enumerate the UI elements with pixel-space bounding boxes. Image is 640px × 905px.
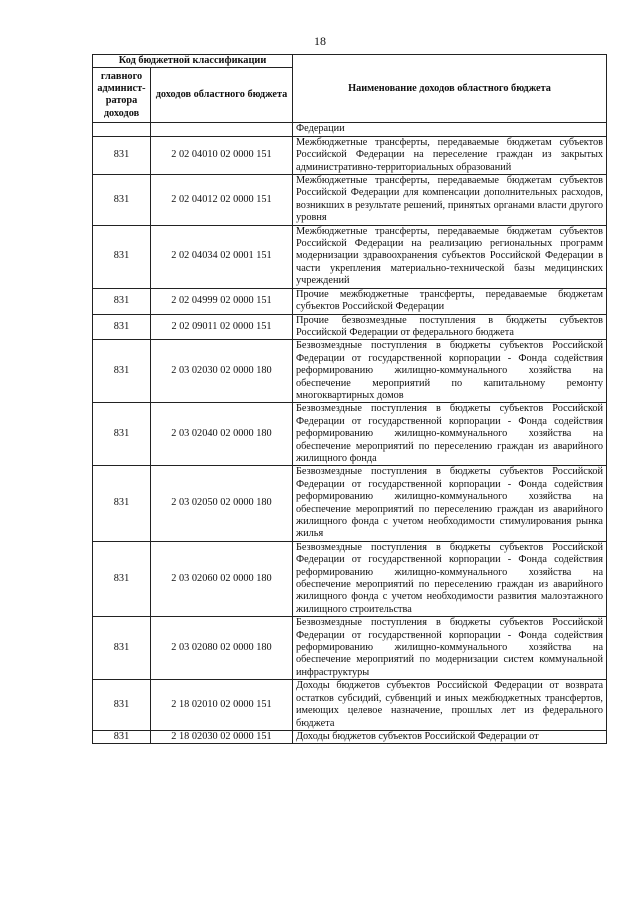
admin-code-cell: 831 xyxy=(93,340,151,403)
revenue-code-cell: 2 03 02050 02 0000 180 xyxy=(151,466,293,541)
admin-code-cell: 831 xyxy=(93,466,151,541)
admin-code-cell: 831 xyxy=(93,314,151,340)
continuation-row xyxy=(93,123,607,136)
table-row xyxy=(93,617,607,680)
revenue-code-cell: 2 02 04010 02 0000 151 xyxy=(151,136,293,174)
admin-code-cell: 831 xyxy=(93,617,151,680)
admin-code-cell: 831 xyxy=(93,175,151,226)
revenue-code-cell: 2 02 09011 02 0000 151 xyxy=(151,314,293,340)
continuation-text: Федерации xyxy=(293,123,607,136)
admin-code-cell: 831 xyxy=(93,136,151,174)
revenue-name-cell: Безвозмездные поступления в бюджеты субъектов Российской Федерации от государственной корпорации - Фонда содействия реформированию жилищно-коммунального хозяйства на обеспечение мероприятий по модернизации систем коммунальной инфраструктуры xyxy=(293,617,607,680)
header-classification-code: Код бюджетной классификации xyxy=(93,55,293,68)
table-row xyxy=(93,136,607,174)
revenue-name-cell: Прочие безвозмездные поступления в бюджеты субъектов Российской Федерации от федерального бюджета xyxy=(293,314,607,340)
revenue-name-cell: Межбюджетные трансферты, передаваемые бюджетам субъектов Российской Федерации на реализацию региональных программ модернизации здравоохранения субъектов Российской Федерации в части укрепления материально-технической базы медицинских учреждений xyxy=(293,225,607,288)
revenue-name-cell: Доходы бюджетов субъектов Российской Федерации от возврата остатков субсидий, субвенций и иных межбюджетных трансфертов, имеющих целевое назначение, прошлых лет из федерального бюджета xyxy=(293,680,607,731)
table-row xyxy=(93,288,607,314)
revenue-name-cell: Доходы бюджетов субъектов Российской Федерации от xyxy=(293,730,607,743)
table-row xyxy=(93,730,607,743)
revenue-code-cell: 2 02 04034 02 0001 151 xyxy=(151,225,293,288)
header-revenue-code: доходов областного бюджета xyxy=(151,68,293,123)
admin-code-cell: 831 xyxy=(93,541,151,616)
revenue-code-cell: 2 02 04999 02 0000 151 xyxy=(151,288,293,314)
revenue-code-cell: 2 18 02030 02 0000 151 xyxy=(151,730,293,743)
table-row xyxy=(93,175,607,226)
table-row xyxy=(93,680,607,731)
table-row xyxy=(93,225,607,288)
revenue-code-cell: 2 02 04012 02 0000 151 xyxy=(151,175,293,226)
revenue-code-cell: 2 03 02040 02 0000 180 xyxy=(151,403,293,466)
table-row xyxy=(93,403,607,466)
revenue-name-cell: Межбюджетные трансферты, передаваемые бюджетам субъектов Российской Федерации на переселение граждан из закрытых административно-территориальных образований xyxy=(293,136,607,174)
revenue-code-cell: 2 03 02030 02 0000 180 xyxy=(151,340,293,403)
revenue-name-cell: Прочие межбюджетные трансферты, передаваемые бюджетам субъектов Российской Федерации xyxy=(293,288,607,314)
revenue-name-cell: Межбюджетные трансферты, передаваемые бюджетам субъектов Российской Федерации для компенсации дополнительных расходов, возникших в результате решений, принятых органами власти другого уровня xyxy=(293,175,607,226)
admin-code-cell: 831 xyxy=(93,730,151,743)
revenue-name-cell: Безвозмездные поступления в бюджеты субъектов Российской Федерации от государственной корпорации - Фонда содействия реформированию жилищно-коммунального хозяйства на обеспечение мероприятий по капитальному ремонту многоквартирных домов xyxy=(293,340,607,403)
revenue-name-cell: Безвозмездные поступления в бюджеты субъектов Российской Федерации от государственной корпорации - Фонда содействия реформированию жилищно-коммунального хозяйства на обеспечение мероприятий по переселению граждан из аварийного жилищного фонда с учетом необходимости развития малоэтажного жилищного строительства xyxy=(293,541,607,616)
table-row xyxy=(93,340,607,403)
header-chief-administrator: главного админист-ратора доходов xyxy=(93,68,151,123)
admin-code-cell: 831 xyxy=(93,225,151,288)
header-revenue-name: Наименование доходов областного бюджета xyxy=(293,55,607,123)
page-number: 18 xyxy=(314,34,326,48)
revenue-name-cell: Безвозмездные поступления в бюджеты субъектов Российской Федерации от государственной корпорации - Фонда содействия реформированию жилищно-коммунального хозяйства на обеспечение мероприятий по переселению граждан из аварийного жилищного фонда xyxy=(293,403,607,466)
revenue-name-cell: Безвозмездные поступления в бюджеты субъектов Российской Федерации от государственной корпорации - Фонда содействия реформированию жилищно-коммунального хозяйства на обеспечение мероприятий по переселению граждан из аварийного жилищного фонда с учетом необходимости стимулирования рынка жилья xyxy=(293,466,607,541)
budget-classification-table xyxy=(92,54,607,744)
admin-code-cell: 831 xyxy=(93,288,151,314)
admin-code-cell: 831 xyxy=(93,680,151,731)
table-row xyxy=(93,541,607,616)
table-row xyxy=(93,466,607,541)
revenue-code-cell: 2 03 02080 02 0000 180 xyxy=(151,617,293,680)
revenue-code-cell: 2 03 02060 02 0000 180 xyxy=(151,541,293,616)
revenue-code-cell: 2 18 02010 02 0000 151 xyxy=(151,680,293,731)
admin-code-cell: 831 xyxy=(93,403,151,466)
table-row xyxy=(93,314,607,340)
